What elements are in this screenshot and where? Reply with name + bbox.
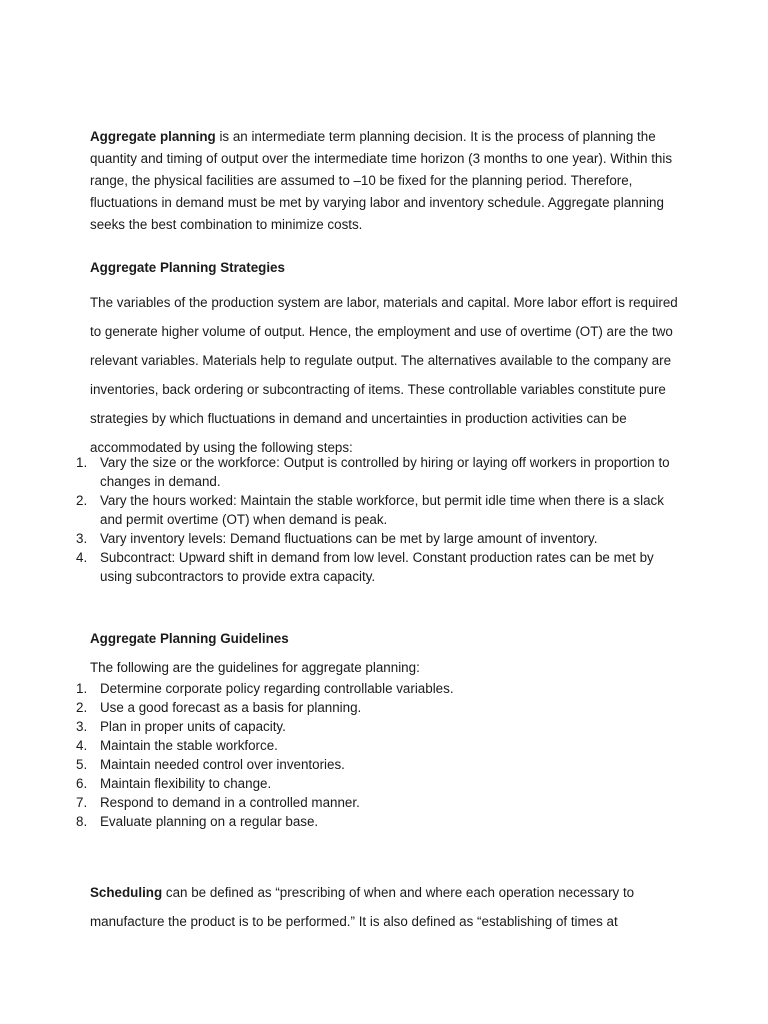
list-number: 4. — [76, 550, 88, 565]
list-item — [76, 548, 676, 586]
list-item — [76, 453, 676, 491]
list-text: Subcontract: Upward shift in demand from low level. Constant production rates can be met by using subcontractors to provide extra capacity. — [100, 550, 654, 584]
list-text: Vary the size or the workforce: Output is controlled by hiring or laying off workers in proportion to changes in demand. — [100, 455, 670, 489]
list-text: Maintain the stable workforce. — [100, 738, 278, 753]
list-text: Maintain needed control over inventories. — [100, 757, 345, 772]
list-item — [76, 774, 676, 793]
list-number: 5. — [76, 757, 88, 772]
list-item — [76, 736, 676, 755]
list-number: 1. — [76, 455, 88, 470]
list-text: Maintain flexibility to change. — [100, 776, 272, 791]
list-item — [76, 793, 676, 812]
strategies-list — [76, 453, 676, 586]
list-number: 6. — [76, 776, 88, 791]
scheduling-text: can be defined as “prescribing of when and where each operation necessary to manufacture the product is to be performed.” It is also defined as “establishing of times at — [90, 885, 635, 929]
guidelines-intro: The following are the guidelines for aggregate planning: — [90, 660, 420, 675]
list-item — [76, 491, 676, 529]
list-item — [76, 529, 676, 548]
list-item — [76, 812, 676, 831]
list-text: Use a good forecast as a basis for planning. — [100, 700, 362, 715]
intro-paragraph — [90, 126, 680, 236]
guidelines-heading: Aggregate Planning Guidelines — [90, 631, 289, 646]
list-text: Respond to demand in a controlled manner. — [100, 795, 360, 810]
guidelines-list — [76, 679, 676, 831]
list-text: Evaluate planning on a regular base. — [100, 814, 319, 829]
scheduling-paragraph — [90, 878, 680, 936]
list-number: 3. — [76, 531, 88, 546]
scheduling-term: Scheduling — [90, 885, 163, 900]
list-number: 4. — [76, 738, 88, 753]
strategies-paragraph: The variables of the production system are labor, materials and capital. More labor effort is required to generate higher volume of output. Hence, the employment and use of overtime (OT) are the two relevant variables. Materials help to regulate output. The alternatives available to the company are inventories, back ordering or subcontracting of items. These controllable variables constitute pure strategies by which fluctuations in demand and uncertainties in production activities can be accommodated by using the following steps: — [90, 295, 678, 455]
list-number: 1. — [76, 681, 88, 696]
list-number: 2. — [76, 700, 88, 715]
list-item — [76, 755, 676, 774]
list-text: Vary inventory levels: Demand fluctuations can be met by large amount of inventory. — [100, 531, 598, 546]
list-item — [76, 717, 676, 736]
intro-term: Aggregate planning — [90, 129, 216, 144]
list-text: Determine corporate policy regarding controllable variables. — [100, 681, 454, 696]
list-number: 2. — [76, 493, 88, 508]
strategies-heading: Aggregate Planning Strategies — [90, 260, 285, 275]
intro-text: is an intermediate term planning decision. It is the process of planning the quantity and timing of output over the intermediate time horizon (3 months to one year). Within this range, the physical facilities are assumed to –10 be fixed for the planning period. Therefore, fluctuations in demand must be met by varying labor and inventory schedule. Aggregate planning seeks the best combination to minimize costs. — [90, 129, 673, 232]
list-item — [76, 679, 676, 698]
list-item — [76, 698, 676, 717]
list-text: Plan in proper units of capacity. — [100, 719, 286, 734]
list-number: 3. — [76, 719, 88, 734]
list-number: 8. — [76, 814, 88, 829]
list-text: Vary the hours worked: Maintain the stable workforce, but permit idle time when there is a slack and permit overtime (OT) when demand is peak. — [100, 493, 664, 527]
list-number: 7. — [76, 795, 88, 810]
